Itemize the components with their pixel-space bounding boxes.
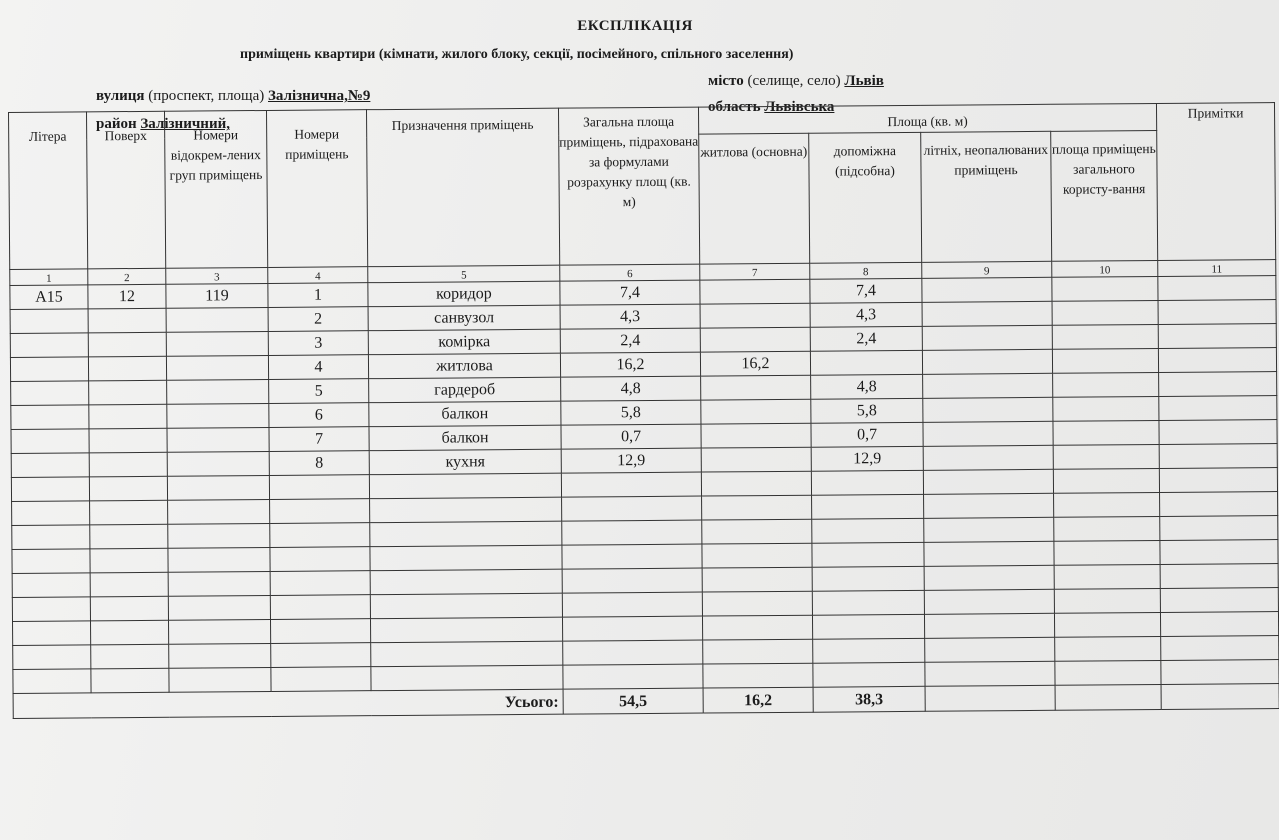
cell-litera: А15 (10, 285, 88, 310)
cell-floor (88, 356, 166, 381)
cell-empty (167, 475, 269, 500)
cell-total: 0,7 (561, 424, 701, 449)
cell-empty (562, 592, 702, 617)
cell-empty (269, 475, 369, 500)
cell-total: 12,9 (561, 448, 701, 473)
cell-empty (90, 620, 168, 645)
cell-litera (10, 309, 88, 334)
cell-empty (812, 590, 924, 615)
cell-empty (924, 541, 1054, 566)
cell-empty (90, 596, 168, 621)
cell-litera (10, 333, 88, 358)
cell-empty (1160, 564, 1278, 589)
region-value: Львівська (764, 99, 835, 115)
cell-empty (270, 595, 370, 620)
cell-purpose: балкон (369, 401, 561, 427)
document-subtitle: приміщень квартири (кімнати, жилого блоку, секції, посімейного, спільного заселення) (240, 47, 794, 62)
cell-litera (11, 381, 89, 406)
header-living: житлова (основна) (699, 133, 810, 264)
header-floor: Поверх (87, 111, 166, 269)
cell-living (701, 375, 811, 400)
cell-empty (702, 615, 812, 640)
cell-total: 5,8 (561, 400, 701, 425)
cell-empty (168, 547, 270, 572)
cell-empty (1161, 684, 1279, 710)
header-litera: Літера (9, 112, 88, 270)
street-line (96, 88, 370, 105)
cell-group (166, 307, 268, 332)
cell-empty (1158, 300, 1276, 325)
cell-empty (169, 643, 271, 668)
cell-floor: 12 (88, 284, 166, 309)
cell-purpose: кухня (369, 449, 561, 475)
cell-living (700, 303, 810, 328)
explication-table (8, 102, 1279, 719)
cell-empty (925, 685, 1055, 711)
cell-empty (924, 493, 1054, 518)
cell-empty (703, 663, 813, 688)
cell-empty (812, 566, 924, 591)
cell-empty (1160, 492, 1278, 517)
cell-group (167, 451, 269, 476)
cell-room: 4 (268, 355, 368, 380)
column-number: 8 (810, 262, 922, 279)
street-value: Залізнична,№9 (268, 88, 371, 104)
cell-empty (91, 644, 169, 669)
cell-empty (922, 325, 1052, 350)
cell-empty (1052, 300, 1158, 325)
cell-room: 6 (269, 403, 369, 428)
street-hint: (проспект, площа) (148, 88, 265, 104)
cell-empty (270, 619, 370, 644)
cell-empty (812, 614, 924, 639)
cell-empty (1052, 324, 1158, 349)
cell-empty (811, 470, 923, 495)
cell-empty (813, 662, 925, 687)
cell-empty (562, 496, 702, 521)
header-common: площа приміщень загального користу-вання (1051, 130, 1158, 261)
cell-empty (13, 645, 91, 670)
cell-floor (89, 428, 167, 453)
cell-empty (1055, 660, 1161, 685)
header-purpose: Призначення приміщень (366, 108, 559, 267)
cell-empty (703, 639, 813, 664)
cell-group (167, 379, 269, 404)
cell-empty (12, 573, 90, 598)
cell-total: 4,8 (561, 376, 701, 401)
cell-empty (813, 638, 925, 663)
cell-empty (370, 545, 562, 571)
cell-group (167, 427, 269, 452)
cell-empty (1053, 468, 1159, 493)
cell-empty (923, 469, 1053, 494)
header-room-numbers: Номери приміщень (266, 110, 367, 268)
cell-floor (88, 308, 166, 333)
cell-living (700, 327, 810, 352)
cell-empty (702, 591, 812, 616)
cell-empty (13, 669, 91, 694)
cell-empty (168, 619, 270, 644)
cell-auxiliary: 2,4 (810, 326, 922, 351)
cell-empty (1159, 396, 1277, 421)
cell-empty (812, 542, 924, 567)
cell-empty (270, 499, 370, 524)
cell-living: 16,2 (700, 351, 810, 376)
cell-living (701, 447, 811, 472)
city-line (708, 73, 884, 90)
cell-auxiliary: 0,7 (811, 422, 923, 447)
column-number: 7 (700, 263, 810, 280)
cell-empty (1054, 588, 1160, 613)
cell-auxiliary: 12,9 (811, 446, 923, 471)
cell-empty (1054, 540, 1160, 565)
cell-empty (168, 523, 270, 548)
header-summer: літніх, неопалюваних приміщень (921, 131, 1052, 262)
cell-empty (90, 572, 168, 597)
cell-empty (702, 495, 812, 520)
cell-litera (11, 429, 89, 454)
column-number: 3 (166, 267, 268, 284)
cell-empty (370, 617, 562, 643)
cell-purpose: житлова (368, 353, 560, 379)
column-number: 11 (1158, 260, 1276, 277)
cell-living (701, 423, 811, 448)
cell-empty (12, 597, 90, 622)
cell-empty (1054, 612, 1160, 637)
city-value: Львів (844, 73, 884, 89)
cell-empty (371, 665, 563, 691)
cell-empty (1054, 492, 1160, 517)
cell-empty (271, 667, 371, 692)
cell-room: 3 (268, 331, 368, 356)
cell-empty (1158, 276, 1276, 301)
cell-empty (702, 543, 812, 568)
cell-room: 8 (269, 451, 369, 476)
cell-empty (1053, 444, 1159, 469)
city-hint: (селище, село) (747, 73, 841, 89)
cell-empty (812, 518, 924, 543)
cell-empty (371, 641, 563, 667)
cell-empty (90, 500, 168, 525)
cell-empty (169, 667, 271, 692)
cell-auxiliary: 5,8 (811, 398, 923, 423)
header-total-area: Загальна площа приміщень, підрахована за формулами розрахунку площ (кв. м) (558, 107, 699, 265)
cell-group (166, 331, 268, 356)
region-label: область (708, 99, 761, 115)
header-group-numbers: Номери відокрем-лених груп приміщень (164, 110, 267, 268)
cell-empty (923, 421, 1053, 446)
column-number: 10 (1052, 260, 1158, 277)
cell-empty (1053, 420, 1159, 445)
cell-empty (12, 501, 90, 526)
cell-empty (270, 571, 370, 596)
cell-room: 2 (268, 307, 368, 332)
cell-auxiliary: 4,3 (810, 302, 922, 327)
cell-purpose: санвузол (368, 305, 560, 331)
cell-empty (923, 445, 1053, 470)
cell-empty (812, 494, 924, 519)
cell-empty (563, 664, 703, 689)
cell-empty (562, 520, 702, 545)
cell-empty (562, 544, 702, 569)
cell-empty (168, 595, 270, 620)
cell-empty (922, 349, 1052, 374)
cell-litera (11, 453, 89, 478)
totals-auxiliary: 38,3 (813, 686, 925, 712)
cell-empty (1160, 588, 1278, 613)
cell-empty (702, 567, 812, 592)
cell-litera (10, 357, 88, 382)
cell-empty (270, 523, 370, 548)
cell-empty (1161, 636, 1279, 661)
cell-empty (1054, 516, 1160, 541)
cell-empty (563, 640, 703, 665)
cell-empty (1055, 636, 1161, 661)
cell-empty (91, 668, 169, 693)
district-label: район (96, 116, 137, 132)
cell-purpose: гардероб (369, 377, 561, 403)
cell-living (701, 399, 811, 424)
cell-empty (1159, 420, 1277, 445)
totals-total: 54,5 (563, 688, 703, 714)
cell-empty (370, 521, 562, 547)
cell-empty (370, 593, 562, 619)
cell-auxiliary (810, 350, 922, 375)
cell-empty (89, 476, 167, 501)
column-number: 1 (10, 269, 88, 286)
cell-empty (1053, 396, 1159, 421)
header-notes: Примітки (1156, 103, 1275, 261)
district-value: Залізничний, (140, 116, 230, 132)
column-number: 4 (268, 267, 368, 284)
cell-litera (11, 405, 89, 430)
cell-empty (1158, 348, 1276, 373)
cell-group (167, 403, 269, 428)
cell-empty (11, 477, 89, 502)
cell-empty (924, 589, 1054, 614)
header-area-group: Площа (кв. м) (698, 103, 1156, 134)
cell-empty (1053, 372, 1159, 397)
cell-empty (1158, 324, 1276, 349)
cell-auxiliary: 4,8 (811, 374, 923, 399)
cell-empty (271, 643, 371, 668)
cell-total: 16,2 (560, 352, 700, 377)
cell-empty (1160, 612, 1278, 637)
cell-empty (562, 568, 702, 593)
cell-purpose: коридор (368, 281, 560, 307)
cell-empty (370, 497, 562, 523)
totals-label: Усього: (13, 689, 563, 718)
cell-empty (924, 613, 1054, 638)
cell-empty (1055, 684, 1161, 710)
cell-empty (925, 637, 1055, 662)
cell-empty (13, 621, 91, 646)
cell-total: 4,3 (560, 304, 700, 329)
cell-total: 7,4 (560, 280, 700, 305)
cell-empty (168, 571, 270, 596)
cell-total: 2,4 (560, 328, 700, 353)
cell-purpose: комірка (368, 329, 560, 355)
cell-empty (924, 517, 1054, 542)
cell-empty (923, 373, 1053, 398)
street-label: вулиця (96, 88, 145, 104)
totals-living: 16,2 (703, 687, 813, 713)
cell-floor (88, 332, 166, 357)
cell-empty (12, 525, 90, 550)
cell-empty (922, 301, 1052, 326)
cell-empty (1052, 348, 1158, 373)
cell-floor (89, 404, 167, 429)
cell-empty (702, 519, 812, 544)
column-number: 5 (368, 265, 560, 283)
cell-empty (1159, 372, 1277, 397)
cell-empty (369, 473, 561, 499)
cell-empty (90, 524, 168, 549)
cell-empty (922, 277, 1052, 302)
cell-empty (1160, 516, 1278, 541)
column-number: 6 (560, 264, 700, 281)
cell-empty (925, 661, 1055, 686)
column-number: 2 (88, 268, 166, 285)
cell-empty (90, 548, 168, 573)
cell-room: 1 (268, 283, 368, 308)
cell-group: 119 (166, 283, 268, 308)
cell-auxiliary: 7,4 (810, 278, 922, 303)
cell-empty (270, 547, 370, 572)
cell-purpose: балкон (369, 425, 561, 451)
document-title: ЕКСПЛІКАЦІЯ (577, 18, 693, 34)
cell-group (166, 355, 268, 380)
cell-empty (701, 471, 811, 496)
cell-room: 5 (269, 379, 369, 404)
header-auxiliary: допоміжна (підсобна) (809, 132, 922, 263)
cell-empty (1159, 444, 1277, 469)
cell-room: 7 (269, 427, 369, 452)
cell-empty (924, 565, 1054, 590)
city-label: місто (708, 73, 744, 89)
cell-empty (562, 616, 702, 641)
cell-empty (370, 569, 562, 595)
column-number: 9 (922, 261, 1052, 278)
cell-empty (1159, 468, 1277, 493)
cell-living (700, 279, 810, 304)
cell-empty (1161, 660, 1279, 685)
cell-empty (1054, 564, 1160, 589)
cell-empty (12, 549, 90, 574)
cell-empty (923, 397, 1053, 422)
cell-floor (89, 452, 167, 477)
cell-empty (561, 472, 701, 497)
cell-empty (1052, 276, 1158, 301)
cell-empty (168, 499, 270, 524)
cell-empty (1160, 540, 1278, 565)
cell-floor (89, 380, 167, 405)
